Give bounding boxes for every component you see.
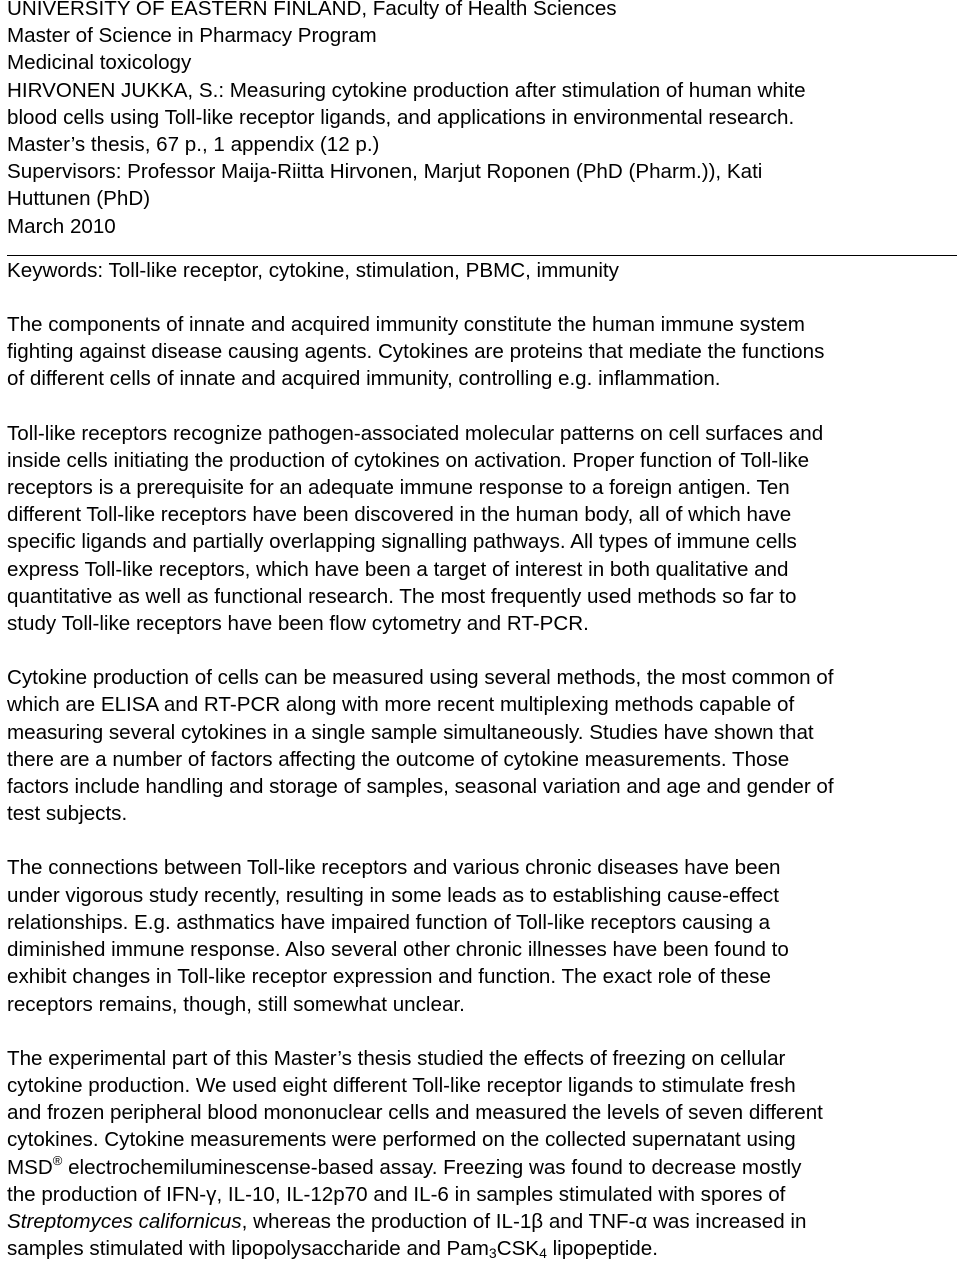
paragraph-line: express Toll-like receptors, which have been a target of interest in both qualitative and (7, 557, 789, 581)
abstract-paragraph-4 (7, 854, 956, 1017)
paragraph-line (7, 1208, 956, 1235)
msd-text: MSD (7, 1155, 53, 1179)
supervisors-line: Supervisors: Professor Maija-Riitta Hirvonen, Marjut Roponen (PhD (Pharm.)), Kati (7, 160, 763, 184)
paragraph-line: receptors remains, though, still somewhat unclear. (7, 992, 465, 1016)
title-line: blood cells using Toll-like receptor ligands, and applications in environmental research. (7, 105, 795, 129)
thesis-info-line: Master’s thesis, 67 p., 1 appendix (12 p.) (7, 133, 380, 157)
paragraph-line: study Toll-like receptors have been flow cytometry and RT-PCR. (7, 612, 589, 636)
species-name: Streptomyces californicus (7, 1209, 242, 1233)
paragraph-line: exhibit changes in Toll-like receptor expression and function. The exact role of these (7, 965, 771, 989)
abstract-paragraph-1 (7, 311, 956, 393)
paragraph-line: test subjects. (7, 802, 128, 826)
thesis-header (7, 0, 956, 240)
paragraph-text: CSK (496, 1237, 540, 1261)
paragraph-line: fighting against disease causing agents. Cytokines are proteins that mediate the functions (7, 340, 825, 364)
paragraph-line: diminished immune response. Also several other chronic illnesses have been found to (7, 938, 789, 962)
paragraph-line: cytokines. Cytokine measurements were performed on the collected supernatant using (7, 1128, 796, 1152)
subscript-3: 3 (488, 1245, 497, 1262)
paragraph-text: electrochemiluminescense-based assay. Freezing was found to decrease mostly (62, 1155, 802, 1179)
abstract-paragraph-2 (7, 420, 956, 638)
paragraph-text: , whereas the production of IL-1β and TNF-α was increased in (241, 1209, 807, 1233)
subject-line: Medicinal toxicology (7, 51, 192, 75)
paragraph-line: inside cells initiating the production of cytokines on activation. Proper function of Toll-like (7, 448, 810, 472)
date-line: March 2010 (7, 214, 116, 238)
paragraph-line: cytokine production. We used eight different Toll-like receptor ligands to stimulate fresh (7, 1073, 796, 1097)
paragraph-line: and frozen peripheral blood mononuclear cells and measured the levels of seven different (7, 1101, 823, 1125)
paragraph-line: under vigorous study recently, resulting in some leads as to establishing cause-effect (7, 883, 779, 907)
title-line: HIRVONEN JUKKA, S.: Measuring cytokine production after stimulation of human white (7, 78, 806, 102)
paragraph-line: receptors is a prerequisite for an adequate immune response to a foreign antigen. Ten (7, 476, 790, 500)
paragraph-line: which are ELISA and RT-PCR along with more recent multiplexing methods capable of (7, 693, 795, 717)
program-line: Master of Science in Pharmacy Program (7, 24, 377, 48)
paragraph-line: Cytokine production of cells can be measured using several methods, the most common of (7, 666, 834, 690)
paragraph-line: Toll-like receptors recognize pathogen-associated molecular patterns on cell surfaces and (7, 421, 824, 445)
paragraph-line: relationships. E.g. asthmatics have impaired function of Toll-like receptors causing a (7, 910, 771, 934)
abstract-paragraph-3 (7, 664, 956, 827)
supervisors-line: Huttunen (PhD) (7, 187, 151, 211)
paragraph-line: factors include handling and storage of samples, seasonal variation and age and gender of (7, 775, 834, 799)
paragraph-text: lipopeptide. (546, 1237, 658, 1261)
paragraph-line: The components of innate and acquired immunity constitute the human immune system (7, 313, 805, 337)
paragraph-line: The experimental part of this Master’s thesis studied the effects of freezing on cellular (7, 1046, 786, 1070)
keywords-line: Keywords: Toll-like receptor, cytokine, stimulation, PBMC, immunity (7, 258, 619, 282)
paragraph-line: the production of IFN-γ, IL-10, IL-12p70 and IL-6 in samples stimulated with spores of (7, 1182, 786, 1206)
paragraph-line (7, 1154, 956, 1181)
abstract-paragraph-5 (7, 1045, 956, 1263)
paragraph-line: there are a number of factors affecting the outcome of cytokine measurements. Those (7, 747, 790, 771)
paragraph-line: of different cells of innate and acquired immunity, controlling e.g. inflammation. (7, 367, 721, 391)
registered-mark: ® (52, 1152, 63, 1168)
university-line: UNIVERSITY OF EASTERN FINLAND, Faculty of Health Sciences (7, 0, 617, 20)
paragraph-line: quantitative as well as functional research. The most frequently used methods so far to (7, 584, 797, 608)
paragraph-text: samples stimulated with lipopolysaccharide and Pam (7, 1237, 489, 1261)
paragraph-line: specific ligands and partially overlapping signalling pathways. All types of immune cells (7, 530, 797, 554)
paragraph-line: measuring several cytokines in a single sample simultaneously. Studies have shown that (7, 720, 814, 744)
divider-rule (7, 255, 957, 256)
paragraph-line (7, 1235, 956, 1262)
subscript-4: 4 (539, 1245, 547, 1262)
paragraph-line: different Toll-like receptors have been discovered in the human body, all of which have (7, 503, 792, 527)
paragraph-line: The connections between Toll-like receptors and various chronic diseases have been (7, 856, 781, 880)
